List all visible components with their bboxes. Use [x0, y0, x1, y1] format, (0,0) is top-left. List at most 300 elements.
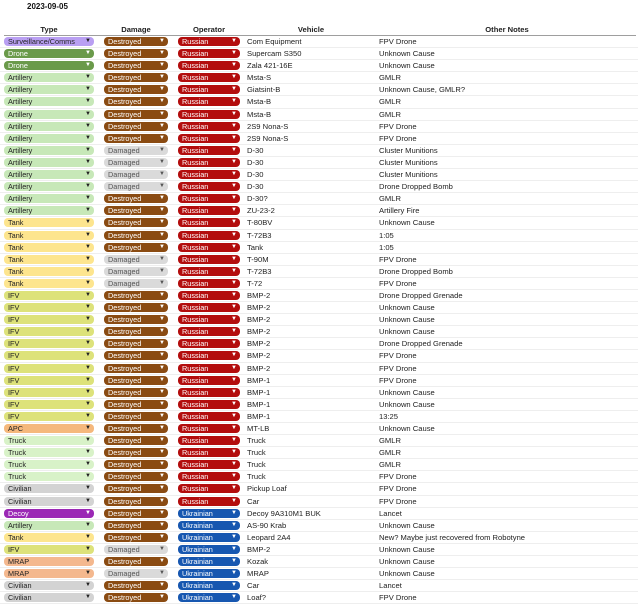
chevron-down-icon: ▼	[85, 412, 91, 419]
table-row	[0, 96, 638, 108]
operator-dropdown[interactable]	[178, 85, 240, 94]
operator-dropdown-label: Russian	[182, 351, 209, 361]
vehicle-cell: 2S9 Nona-S	[247, 133, 289, 143]
vehicle-cell: T-90M	[247, 254, 269, 264]
damage-dropdown[interactable]	[104, 158, 168, 167]
operator-dropdown[interactable]	[178, 593, 240, 602]
type-dropdown-label: Artillery	[8, 194, 33, 204]
operator-dropdown[interactable]	[178, 206, 240, 215]
damage-dropdown[interactable]	[104, 376, 168, 385]
type-dropdown-label: Civilian	[8, 593, 32, 603]
operator-dropdown-label: Ukrainian	[182, 593, 213, 603]
notes-cell: Unknown Cause	[379, 544, 435, 554]
operator-dropdown[interactable]	[178, 158, 240, 167]
operator-dropdown[interactable]	[178, 134, 240, 143]
damage-dropdown[interactable]	[104, 97, 168, 106]
vehicle-cell: Kozak	[247, 557, 269, 567]
operator-dropdown[interactable]	[178, 533, 240, 542]
chevron-down-icon: ▼	[85, 558, 91, 565]
type-dropdown[interactable]	[4, 97, 94, 106]
type-dropdown[interactable]	[4, 388, 94, 397]
chevron-down-icon: ▼	[159, 582, 165, 589]
type-dropdown[interactable]	[4, 472, 94, 481]
damage-dropdown[interactable]	[104, 569, 168, 578]
damage-dropdown-label: Destroyed	[108, 472, 142, 482]
type-dropdown[interactable]	[4, 49, 94, 58]
chevron-down-icon: ▼	[159, 74, 165, 81]
chevron-down-icon: ▼	[159, 570, 165, 577]
operator-dropdown[interactable]	[178, 122, 240, 131]
notes-cell: Unknown Cause	[379, 399, 435, 409]
damage-dropdown[interactable]	[104, 49, 168, 58]
damage-dropdown-label: Destroyed	[108, 61, 142, 71]
chevron-down-icon: ▼	[85, 545, 91, 552]
damage-dropdown-label: Destroyed	[108, 448, 142, 458]
damage-dropdown-label: Destroyed	[108, 327, 142, 337]
notes-cell: Drone Dropped Grenade	[379, 339, 463, 349]
damage-dropdown[interactable]	[104, 73, 168, 82]
operator-dropdown-label: Russian	[182, 157, 209, 167]
table-row	[0, 363, 638, 375]
table-row	[0, 302, 638, 314]
chevron-down-icon: ▼	[231, 86, 237, 93]
chevron-down-icon: ▼	[159, 461, 165, 468]
type-dropdown[interactable]	[4, 267, 94, 276]
chevron-down-icon: ▼	[231, 570, 237, 577]
type-dropdown[interactable]	[4, 569, 94, 578]
type-dropdown[interactable]	[4, 122, 94, 131]
type-dropdown[interactable]	[4, 37, 94, 46]
operator-dropdown[interactable]	[178, 37, 240, 46]
damage-dropdown-label: Damaged	[108, 266, 140, 276]
type-dropdown-label: Truck	[8, 472, 26, 482]
vehicle-cell: BMP-1	[247, 411, 271, 421]
damage-dropdown[interactable]	[104, 255, 168, 264]
damage-dropdown[interactable]	[104, 497, 168, 506]
chevron-down-icon: ▼	[159, 388, 165, 395]
vehicle-cell: 2S9 Nona-S	[247, 121, 289, 131]
column-header-damage[interactable]: Damage	[121, 25, 151, 34]
damage-dropdown[interactable]	[104, 231, 168, 240]
operator-dropdown[interactable]	[178, 339, 240, 348]
table-row	[0, 266, 638, 278]
operator-dropdown-label: Russian	[182, 85, 209, 95]
operator-dropdown[interactable]	[178, 436, 240, 445]
column-header-notes[interactable]: Other Notes	[485, 25, 529, 34]
operator-dropdown-label: Russian	[182, 133, 209, 143]
type-dropdown[interactable]	[4, 412, 94, 421]
damage-dropdown[interactable]	[104, 267, 168, 276]
operator-dropdown[interactable]	[178, 73, 240, 82]
operator-dropdown[interactable]	[178, 303, 240, 312]
chevron-down-icon: ▼	[85, 110, 91, 117]
operator-dropdown[interactable]	[178, 388, 240, 397]
type-dropdown[interactable]	[4, 206, 94, 215]
damage-dropdown[interactable]	[104, 581, 168, 590]
type-dropdown-label: Artillery	[8, 170, 33, 180]
operator-dropdown[interactable]	[178, 49, 240, 58]
type-dropdown[interactable]	[4, 484, 94, 493]
operator-dropdown[interactable]	[178, 146, 240, 155]
table-row	[0, 435, 638, 447]
type-dropdown[interactable]	[4, 231, 94, 240]
damage-dropdown[interactable]	[104, 436, 168, 445]
damage-dropdown[interactable]	[104, 424, 168, 433]
damage-dropdown[interactable]	[104, 134, 168, 143]
notes-cell: New? Maybe just recovered from Robotyne	[379, 532, 526, 542]
type-dropdown[interactable]	[4, 339, 94, 348]
type-dropdown[interactable]	[4, 255, 94, 264]
damage-dropdown-label: Destroyed	[108, 484, 142, 494]
damage-dropdown[interactable]	[104, 400, 168, 409]
table-row	[0, 278, 638, 290]
type-dropdown-label: Tank	[8, 242, 24, 252]
damage-dropdown[interactable]	[104, 327, 168, 336]
chevron-down-icon: ▼	[85, 461, 91, 468]
chevron-down-icon: ▼	[85, 340, 91, 347]
notes-cell: GMLR	[379, 436, 401, 446]
chevron-down-icon: ▼	[159, 267, 165, 274]
damage-dropdown[interactable]	[104, 110, 168, 119]
chevron-down-icon: ▼	[231, 98, 237, 105]
chevron-down-icon: ▼	[159, 243, 165, 250]
vehicle-cell: Truck	[247, 436, 266, 446]
operator-dropdown-label: Russian	[182, 230, 209, 240]
operator-dropdown[interactable]	[178, 460, 240, 469]
damage-dropdown[interactable]	[104, 122, 168, 131]
operator-dropdown[interactable]	[178, 424, 240, 433]
damage-dropdown[interactable]	[104, 146, 168, 155]
damage-dropdown-label: Destroyed	[108, 532, 142, 542]
notes-cell: Lancet	[379, 508, 402, 518]
damage-dropdown[interactable]	[104, 364, 168, 373]
type-dropdown-label: Artillery	[8, 157, 33, 167]
table-row	[0, 326, 638, 338]
table-row	[0, 290, 638, 302]
type-dropdown[interactable]	[4, 593, 94, 602]
table-row	[0, 181, 638, 193]
operator-dropdown-label: Russian	[182, 145, 209, 155]
notes-cell: Lancet	[379, 581, 402, 591]
notes-cell: GMLR	[379, 448, 401, 458]
type-dropdown[interactable]	[4, 146, 94, 155]
damage-dropdown-label: Destroyed	[108, 218, 142, 228]
chevron-down-icon: ▼	[159, 50, 165, 57]
damage-dropdown-label: Destroyed	[108, 303, 142, 313]
damage-dropdown[interactable]	[104, 484, 168, 493]
operator-dropdown[interactable]	[178, 61, 240, 70]
chevron-down-icon: ▼	[85, 183, 91, 190]
operator-dropdown[interactable]	[178, 182, 240, 191]
operator-dropdown-label: Russian	[182, 121, 209, 131]
damage-dropdown-label: Damaged	[108, 278, 140, 288]
type-dropdown[interactable]	[4, 170, 94, 179]
damage-dropdown[interactable]	[104, 388, 168, 397]
chevron-down-icon: ▼	[85, 521, 91, 528]
type-dropdown[interactable]	[4, 218, 94, 227]
chevron-down-icon: ▼	[231, 376, 237, 383]
damage-dropdown[interactable]	[104, 351, 168, 360]
type-dropdown[interactable]	[4, 533, 94, 542]
damage-dropdown[interactable]	[104, 291, 168, 300]
chevron-down-icon: ▼	[159, 376, 165, 383]
table-row	[0, 520, 638, 532]
type-dropdown[interactable]	[4, 351, 94, 360]
type-dropdown[interactable]	[4, 364, 94, 373]
damage-dropdown[interactable]	[104, 521, 168, 530]
table-row	[0, 399, 638, 411]
damage-dropdown-label: Destroyed	[108, 206, 142, 216]
damage-dropdown[interactable]	[104, 472, 168, 481]
damage-dropdown[interactable]	[104, 545, 168, 554]
type-dropdown[interactable]	[4, 327, 94, 336]
operator-dropdown[interactable]	[178, 279, 240, 288]
type-dropdown-label: Artillery	[8, 121, 33, 131]
chevron-down-icon: ▼	[231, 62, 237, 69]
operator-dropdown[interactable]	[178, 484, 240, 493]
column-header-vehicle[interactable]: Vehicle	[297, 25, 325, 34]
table-row	[0, 508, 638, 520]
type-dropdown-label: Tank	[8, 278, 24, 288]
operator-dropdown[interactable]	[178, 557, 240, 566]
operator-dropdown[interactable]	[178, 581, 240, 590]
type-dropdown-label: IFV	[8, 387, 20, 397]
chevron-down-icon: ▼	[159, 291, 165, 298]
type-dropdown[interactable]	[4, 557, 94, 566]
damage-dropdown[interactable]	[104, 279, 168, 288]
operator-dropdown[interactable]	[178, 327, 240, 336]
chevron-down-icon: ▼	[231, 521, 237, 528]
vehicle-cell: Decoy 9A310M1 BUK	[247, 508, 321, 518]
chevron-down-icon: ▼	[231, 158, 237, 165]
operator-dropdown[interactable]	[178, 194, 240, 203]
operator-dropdown[interactable]	[178, 97, 240, 106]
chevron-down-icon: ▼	[231, 558, 237, 565]
chevron-down-icon: ▼	[85, 388, 91, 395]
damage-dropdown-label: Damaged	[108, 569, 140, 579]
type-dropdown-label: IFV	[8, 290, 20, 300]
damage-dropdown-label: Destroyed	[108, 315, 142, 325]
table-row	[0, 592, 638, 604]
notes-cell: Unknown Cause	[379, 49, 435, 59]
operator-dropdown[interactable]	[178, 364, 240, 373]
type-dropdown[interactable]	[4, 581, 94, 590]
chevron-down-icon: ▼	[85, 570, 91, 577]
operator-dropdown[interactable]	[178, 448, 240, 457]
type-dropdown[interactable]	[4, 545, 94, 554]
type-dropdown[interactable]	[4, 436, 94, 445]
type-dropdown[interactable]	[4, 134, 94, 143]
operator-dropdown[interactable]	[178, 472, 240, 481]
type-dropdown[interactable]	[4, 279, 94, 288]
vehicle-cell: D-30	[247, 170, 264, 180]
chevron-down-icon: ▼	[159, 545, 165, 552]
operator-dropdown[interactable]	[178, 170, 240, 179]
type-dropdown[interactable]	[4, 315, 94, 324]
table-row	[0, 338, 638, 350]
damage-dropdown[interactable]	[104, 37, 168, 46]
operator-dropdown-label: Russian	[182, 460, 209, 470]
type-dropdown-label: Artillery	[8, 133, 33, 143]
damage-dropdown[interactable]	[104, 170, 168, 179]
damage-dropdown[interactable]	[104, 339, 168, 348]
type-dropdown[interactable]	[4, 243, 94, 252]
operator-dropdown-label: Russian	[182, 194, 209, 204]
chevron-down-icon: ▼	[231, 400, 237, 407]
operator-dropdown-label: Russian	[182, 448, 209, 458]
chevron-down-icon: ▼	[159, 207, 165, 214]
chevron-down-icon: ▼	[159, 340, 165, 347]
table-row	[0, 375, 638, 387]
operator-dropdown[interactable]	[178, 231, 240, 240]
operator-dropdown[interactable]	[178, 351, 240, 360]
damage-dropdown-label: Destroyed	[108, 387, 142, 397]
type-dropdown[interactable]	[4, 460, 94, 469]
vehicle-cell: Zala 421-16E	[247, 61, 293, 71]
type-dropdown[interactable]	[4, 73, 94, 82]
chevron-down-icon: ▼	[159, 497, 165, 504]
damage-dropdown[interactable]	[104, 243, 168, 252]
type-dropdown[interactable]	[4, 182, 94, 191]
damage-dropdown-label: Destroyed	[108, 460, 142, 470]
notes-cell: FPV Drone	[379, 133, 417, 143]
chevron-down-icon: ▼	[85, 473, 91, 480]
type-dropdown[interactable]	[4, 376, 94, 385]
chevron-down-icon: ▼	[85, 497, 91, 504]
damage-dropdown[interactable]	[104, 593, 168, 602]
damage-dropdown[interactable]	[104, 218, 168, 227]
chevron-down-icon: ▼	[85, 533, 91, 540]
type-dropdown[interactable]	[4, 509, 94, 518]
operator-dropdown[interactable]	[178, 569, 240, 578]
operator-dropdown[interactable]	[178, 521, 240, 530]
type-dropdown-label: Drone	[8, 49, 28, 59]
chevron-down-icon: ▼	[85, 50, 91, 57]
column-header-type[interactable]: Type	[40, 25, 58, 34]
table-row	[0, 84, 638, 96]
vehicle-cell: BMP-2	[247, 290, 271, 300]
damage-dropdown[interactable]	[104, 412, 168, 421]
chevron-down-icon: ▼	[85, 219, 91, 226]
type-dropdown-label: IFV	[8, 303, 20, 313]
type-dropdown[interactable]	[4, 194, 94, 203]
type-dropdown[interactable]	[4, 85, 94, 94]
type-dropdown[interactable]	[4, 158, 94, 167]
chevron-down-icon: ▼	[159, 219, 165, 226]
chevron-down-icon: ▼	[159, 412, 165, 419]
chevron-down-icon: ▼	[231, 449, 237, 456]
operator-dropdown[interactable]	[178, 218, 240, 227]
type-dropdown-label: APC	[8, 424, 24, 433]
vehicle-cell: BMP-1	[247, 375, 271, 385]
damage-dropdown[interactable]	[104, 509, 168, 518]
damage-dropdown[interactable]	[104, 448, 168, 457]
damage-dropdown[interactable]	[104, 533, 168, 542]
chevron-down-icon: ▼	[159, 158, 165, 165]
chevron-down-icon: ▼	[159, 328, 165, 335]
vehicle-cell: Truck	[247, 460, 266, 470]
table-row	[0, 230, 638, 242]
damage-dropdown-label: Damaged	[108, 182, 140, 192]
operator-dropdown[interactable]	[178, 255, 240, 264]
chevron-down-icon: ▼	[231, 74, 237, 81]
operator-dropdown[interactable]	[178, 545, 240, 554]
column-header-operator[interactable]: Operator	[192, 25, 226, 34]
type-dropdown-label: Artillery	[8, 520, 33, 530]
operator-dropdown-label: Russian	[182, 290, 209, 300]
operator-dropdown[interactable]	[178, 243, 240, 252]
operator-dropdown[interactable]	[178, 400, 240, 409]
operator-dropdown[interactable]	[178, 509, 240, 518]
damage-dropdown[interactable]	[104, 315, 168, 324]
damage-dropdown[interactable]	[104, 460, 168, 469]
notes-cell: Unknown Cause	[379, 315, 435, 325]
chevron-down-icon: ▼	[159, 146, 165, 153]
type-dropdown[interactable]	[4, 61, 94, 70]
operator-dropdown-label: Russian	[182, 37, 209, 46]
type-dropdown[interactable]	[4, 424, 94, 433]
operator-dropdown[interactable]	[178, 376, 240, 385]
notes-cell: FPV Drone	[379, 278, 417, 288]
notes-cell: Unknown Cause	[379, 218, 435, 228]
type-dropdown[interactable]	[4, 291, 94, 300]
operator-dropdown[interactable]	[178, 267, 240, 276]
damage-dropdown[interactable]	[104, 557, 168, 566]
chevron-down-icon: ▼	[85, 485, 91, 492]
type-dropdown-label: Artillery	[8, 109, 33, 119]
operator-dropdown[interactable]	[178, 110, 240, 119]
vehicle-cell: BMP-1	[247, 387, 271, 397]
vehicle-cell: Giatsint-B	[247, 85, 281, 95]
damage-dropdown[interactable]	[104, 303, 168, 312]
type-dropdown[interactable]	[4, 521, 94, 530]
table-row	[0, 157, 638, 169]
notes-cell: Unknown Cause	[379, 424, 435, 433]
type-dropdown-label: IFV	[8, 375, 20, 385]
vehicle-cell: Loaf?	[247, 593, 267, 603]
damage-dropdown[interactable]	[104, 194, 168, 203]
notes-cell: 1:05	[379, 230, 394, 240]
damage-dropdown-label: Destroyed	[108, 133, 142, 143]
type-dropdown[interactable]	[4, 448, 94, 457]
damage-dropdown[interactable]	[104, 182, 168, 191]
type-dropdown[interactable]	[4, 497, 94, 506]
operator-dropdown[interactable]	[178, 315, 240, 324]
type-dropdown[interactable]	[4, 400, 94, 409]
operator-dropdown[interactable]	[178, 412, 240, 421]
vehicle-cell: D-30	[247, 182, 264, 192]
operator-dropdown-label: Ukrainian	[182, 508, 213, 518]
damage-dropdown[interactable]	[104, 85, 168, 94]
type-dropdown-label: IFV	[8, 327, 20, 337]
chevron-down-icon: ▼	[85, 376, 91, 383]
operator-dropdown-label: Russian	[182, 182, 209, 192]
damage-dropdown[interactable]	[104, 61, 168, 70]
damage-dropdown-label: Destroyed	[108, 121, 142, 131]
chevron-down-icon: ▼	[231, 146, 237, 153]
damage-dropdown-label: Destroyed	[108, 339, 142, 349]
type-dropdown[interactable]	[4, 110, 94, 119]
notes-cell: Drone Dropped Bomb	[379, 182, 453, 192]
type-dropdown-label: Tank	[8, 218, 24, 228]
notes-cell: FPV Drone	[379, 496, 417, 506]
table-row	[0, 133, 638, 145]
operator-dropdown[interactable]	[178, 291, 240, 300]
chevron-down-icon: ▼	[159, 304, 165, 311]
damage-dropdown[interactable]	[104, 206, 168, 215]
operator-dropdown[interactable]	[178, 497, 240, 506]
type-dropdown[interactable]	[4, 303, 94, 312]
